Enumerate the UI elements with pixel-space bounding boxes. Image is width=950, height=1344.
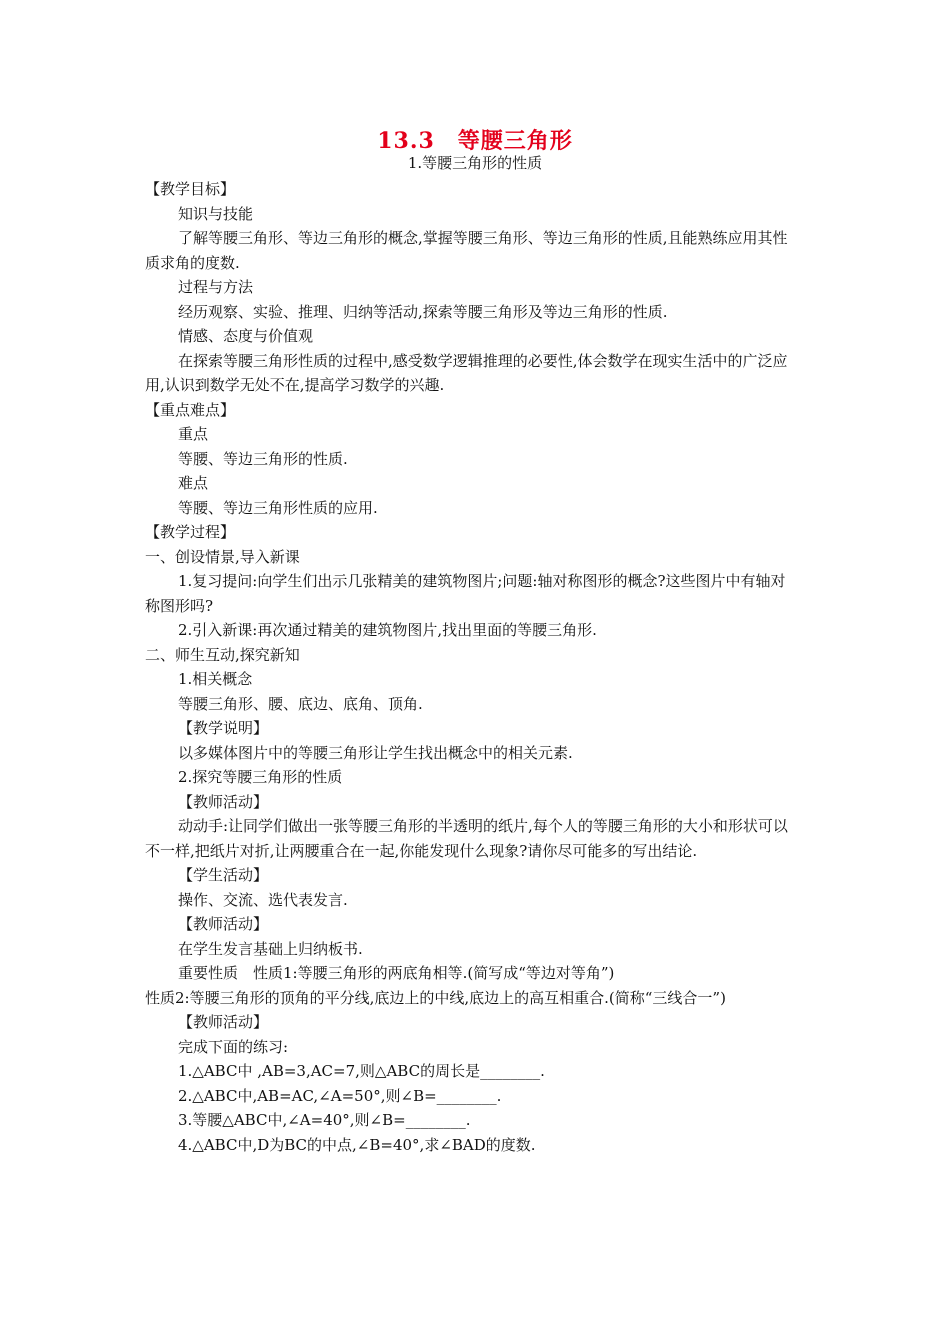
body-line: 经历观察、实验、推理、归纳等活动,探索等腰三角形及等边三角形的性质. [178,302,668,321]
body-line: 1.相关概念 [178,670,253,688]
body-line: 知识与技能 [178,204,254,223]
body-line: 在探索等腰三角形性质的过程中,感受数学逻辑推理的必要性,体会数学在现实生活中的广泛应用,认识到数学无处不在,提高学习数学的兴趣. [145,351,788,394]
body-line: 【教学过程】 [145,523,236,541]
body-line: 以多媒体图片中的等腰三角形让学生找出概念中的相关元素. [178,743,573,762]
page-subtitle: 1.等腰三角形的性质 [407,154,543,172]
body-line: 重要性质 性质1:等腰三角形的两底角相等.(简写成“等边对等角”) [178,964,615,982]
body-line: 等腰三角形、腰、底边、底角、顶角. [178,694,423,713]
body-line: 2.△ABC中,AB=AC,∠A=50°,则∠B=________. [178,1086,502,1105]
page-title: 13.3 等腰三角形 [377,128,573,154]
body-line: 情感、态度与价值观 [178,327,314,345]
body-line: 【学生活动】 [178,866,269,884]
body-line: 4.△ABC中,D为BC的中点,∠B=40°,求∠BAD的度数. [178,1135,536,1154]
body-line: 了解等腰三角形、等边三角形的概念,掌握等腰三角形、等边三角形的性质,且能熟练应用其性质求角的度数. [145,229,788,272]
body-line: 【重点难点】 [145,400,236,419]
body-line: 等腰、等边三角形性质的应用. [178,498,378,517]
body-line: 动动手:让同学们做出一张等腰三角形的半透明的纸片,每个人的等腰三角形的大小和形状可以不一样,把纸片对折,让两腰重合在一起,你能发现什么现象?请你尽可能多的写出结论. [145,817,788,860]
body-line: 重点 [178,425,209,443]
body-line: 过程与方法 [178,278,254,296]
body-line: 【教师活动】 [178,792,269,811]
body-line: 难点 [178,474,209,492]
body-line: 1.复习提问:向学生们出示几张精美的建筑物图片;问题:轴对称图形的概念?这些图片中有轴对称图形吗? [145,572,786,615]
body-line: 【教学说明】 [178,719,269,737]
body-line: 【教师活动】 [178,915,269,933]
body-line: 2.引入新课:再次通过精美的建筑物图片,找出里面的等腰三角形. [178,621,597,639]
body-line: 1.△ABC中 ,AB=3,AC=7,则△ABC的周长是________. [178,1062,545,1080]
document-body [145,177,800,1157]
body-line: 二、师生互动,探究新知 [145,645,300,664]
body-line: 一、创设情景,导入新课 [145,547,300,566]
body-line: 2.探究等腰三角形的性质 [178,768,343,786]
body-line: 3.等腰△ABC中,∠A=40°,则∠B=________. [178,1111,471,1129]
body-line: 等腰、等边三角形的性质. [178,449,348,468]
body-line: 完成下面的练习: [178,1037,289,1056]
body-line: 【教师活动】 [178,1013,269,1031]
body-line: 【教学目标】 [145,180,236,198]
body-line: 性质2:等腰三角形的顶角的平分线,底边上的中线,底边上的高互相重合.(简称“三线合一”) [145,988,726,1007]
body-line: 在学生发言基础上归纳板书. [178,939,363,958]
body-line: 操作、交流、选代表发言. [178,890,348,909]
